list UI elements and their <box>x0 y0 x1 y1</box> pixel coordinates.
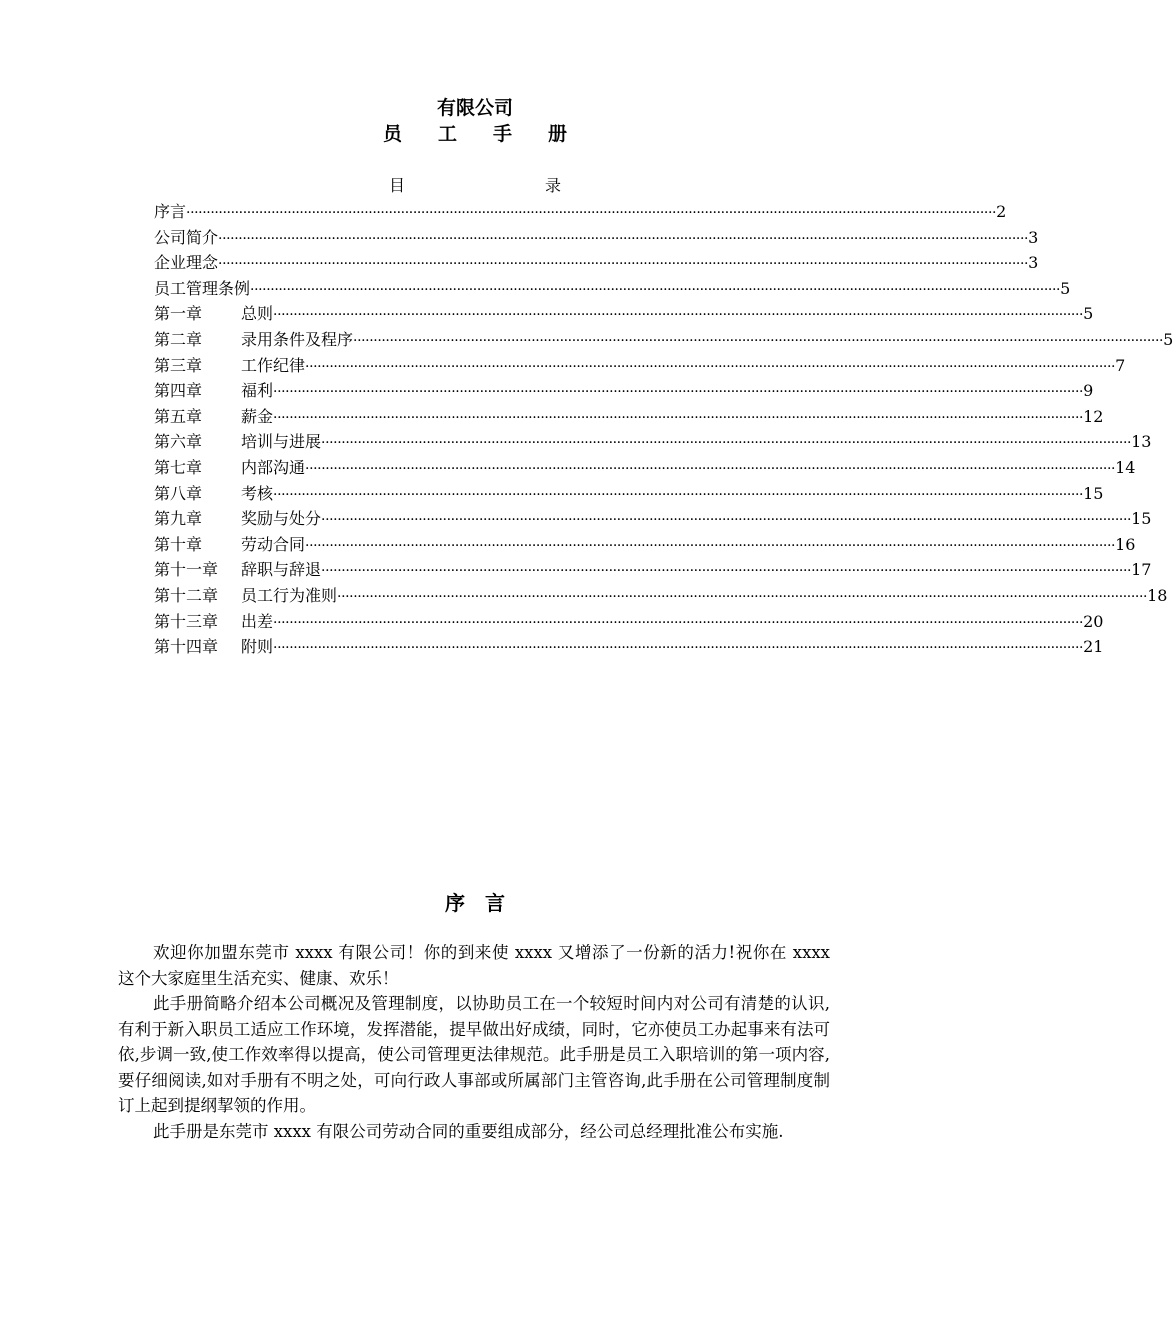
toc-chapter-title: 工作纪律 <box>241 355 306 375</box>
toc-leader-dots: ········································································································································································································ <box>273 640 1084 657</box>
toc-chapter-number: 第三章 <box>154 355 203 375</box>
toc-entry-label <box>154 406 273 428</box>
toc-entry[interactable] <box>154 355 1126 377</box>
toc-entry-label <box>154 585 337 607</box>
toc-leader-dots: ········································································································································································································ <box>218 256 1029 273</box>
toc-page-number: 7 <box>1115 355 1126 375</box>
toc-page-number: 9 <box>1083 381 1094 401</box>
toc-leader-dots: ········································································································································································································ <box>305 461 1116 477</box>
preface-title-char: 序 <box>445 891 465 915</box>
toc-entry-label <box>154 508 321 530</box>
toc-chapter-title: 录用条件及程序 <box>241 330 354 349</box>
toc-leader-dots: ········································································································································································································ <box>250 281 1061 298</box>
toc-page-number: 17 <box>1131 560 1152 580</box>
toc-chapter-title: 出差 <box>241 611 274 631</box>
toc-page-number: 5 <box>1163 330 1173 349</box>
toc-heading <box>0 176 950 196</box>
toc-chapter-title: 福利 <box>241 381 274 401</box>
toc-chapter-title: 总则 <box>241 304 274 324</box>
toc-chapter-number: 第八章 <box>154 483 203 503</box>
toc-leader-dots: ········································································································································································································ <box>273 409 1084 426</box>
toc-entry[interactable] <box>154 534 1136 556</box>
toc-entry-label <box>154 355 305 377</box>
toc-leader-dots: ········································································································································································································ <box>305 358 1116 375</box>
toc-page-number: 12 <box>1083 406 1104 426</box>
toc-entry-label <box>154 483 273 505</box>
toc-chapter-title: 考核 <box>241 483 274 503</box>
manual-title-char: 员 <box>382 123 402 145</box>
toc-chapter-number: 第十一章 <box>154 560 219 580</box>
toc-chapter-title: 薪金 <box>241 406 274 426</box>
toc-page-number: 13 <box>1131 432 1152 452</box>
toc-chapter-title: 辞职与辞退 <box>241 560 322 580</box>
toc-heading-char: 录 <box>545 176 562 195</box>
toc-leader-dots: ········································································································································································································ <box>218 230 1029 247</box>
toc-entry-label <box>154 431 321 453</box>
manual-title-char: 手 <box>493 123 513 145</box>
toc-entry-label <box>154 559 321 581</box>
preface-title-char: 言 <box>485 891 505 915</box>
toc-chapter-number: 第六章 <box>154 432 203 452</box>
toc-entry[interactable] <box>154 329 1173 351</box>
toc-entry[interactable] <box>154 303 1094 325</box>
toc-chapter-number: 第五章 <box>154 406 203 426</box>
toc-entry[interactable] <box>154 508 1152 530</box>
toc-page-number: 14 <box>1115 458 1136 477</box>
toc-entry[interactable] <box>154 431 1152 453</box>
toc-page-number: 18 <box>1147 586 1168 605</box>
preface-paragraph: 此手册是东莞市 xxxx 有限公司劳动合同的重要组成部分，经公司总经理批准公布实施. <box>153 1122 784 1141</box>
toc-chapter-number: 第一章 <box>154 304 203 324</box>
toc-entry[interactable] <box>154 227 1039 249</box>
toc-chapter-title: 劳动合同 <box>241 534 306 554</box>
toc-entry[interactable] <box>154 611 1104 633</box>
toc-entry-label <box>154 457 305 479</box>
toc-entry[interactable] <box>154 585 1168 607</box>
toc-page-number: 3 <box>1028 253 1039 273</box>
toc-chapter-title: 内部沟通 <box>241 458 306 477</box>
manual-title-char: 工 <box>437 123 457 145</box>
toc-page-number: 3 <box>1028 227 1039 247</box>
toc-chapter-number: 第十章 <box>154 534 203 554</box>
toc-leader-dots: ········································································································································································································ <box>273 384 1084 401</box>
toc-chapter-number: 第十三章 <box>154 611 219 631</box>
toc-chapter-number: 第九章 <box>154 509 203 529</box>
toc-leader-dots: ········································································································································································································ <box>273 614 1084 631</box>
toc-entry-label <box>154 534 305 556</box>
toc-leader-dots: ········································································································································································································ <box>186 205 997 221</box>
toc-chapter-number: 第十四章 <box>154 637 219 657</box>
preface-title <box>0 890 950 916</box>
toc-chapter-number: 第七章 <box>154 458 203 477</box>
company-name: 有限公司 <box>436 97 513 119</box>
manual-title <box>0 122 950 146</box>
toc-page-number: 16 <box>1115 534 1136 554</box>
toc-page-number: 20 <box>1083 611 1104 631</box>
toc-entry-label: 序言 <box>154 202 187 221</box>
toc-page-number: 5 <box>1060 278 1071 298</box>
toc-heading-char: 目 <box>388 176 405 195</box>
preface-paragraph: 此手册简略介绍本公司概况及管理制度，以协助员工在一个较短时间内对公司有清楚的认识,有利于新入职员工适应工作环境，发挥潜能，提早做出好成绩，同时，它亦使员工办起事来有法可依,步调一致,使工作效率得以提高，使公司管理更法律规范。此手册是员工入职培训的第一项内容,要仔细阅读,如对手册有不明之处，可向行政人事部或所属部门主管咨询,此手册在公司管理制度制订上起到提纲挈领的作用。 <box>118 994 830 1115</box>
toc-entry-label: 企业理念 <box>154 253 219 273</box>
toc-page-number: 2 <box>996 202 1007 221</box>
toc-leader-dots: ········································································································································································································ <box>305 537 1116 554</box>
toc-chapter-number: 第四章 <box>154 381 203 401</box>
toc-entry-label <box>154 303 273 325</box>
toc-leader-dots: ········································································································································································································ <box>273 486 1084 503</box>
toc-leader-dots: ········································································································································································································ <box>273 307 1084 324</box>
toc-entry[interactable] <box>154 278 1071 300</box>
toc-entry-label: 公司简介 <box>154 227 219 247</box>
toc-page-number: 21 <box>1083 637 1104 657</box>
preface-paragraph: 欢迎你加盟东莞市 xxxx 有限公司！你的到来使 xxxx 又增添了一份新的活力!祝你在 xxxx 这个大家庭里生活充实、健康、欢乐！ <box>118 943 830 988</box>
toc-chapter-title: 附则 <box>241 637 274 657</box>
toc-leader-dots: ········································································································································································································ <box>337 589 1148 605</box>
toc-entry[interactable] <box>154 252 1039 274</box>
toc-page-number: 15 <box>1131 509 1152 529</box>
toc-entry[interactable] <box>154 380 1094 402</box>
toc-entry[interactable] <box>154 201 1007 223</box>
toc-leader-dots: ········································································································································································································ <box>321 435 1132 452</box>
toc-entry-label: 员工管理条例 <box>154 278 251 298</box>
toc-entry[interactable] <box>154 559 1152 581</box>
toc-chapter-title: 员工行为准则 <box>241 586 338 605</box>
toc-entry[interactable] <box>154 483 1104 505</box>
toc-entry[interactable] <box>154 636 1104 658</box>
toc-entry-label <box>154 636 273 658</box>
toc-leader-dots: ········································································································································································································ <box>321 512 1132 529</box>
toc-chapter-title: 培训与进展 <box>241 432 322 452</box>
toc-page-number: 15 <box>1083 483 1104 503</box>
toc-leader-dots: ········································································································································································································ <box>353 333 1164 349</box>
toc-chapter-title: 奖励与处分 <box>241 509 322 529</box>
toc-entry-label <box>154 611 273 633</box>
toc-leader-dots: ········································································································································································································ <box>321 563 1132 580</box>
toc-entry[interactable] <box>154 457 1136 479</box>
toc-chapter-number: 第二章 <box>154 330 203 349</box>
manual-title-char: 册 <box>548 123 568 145</box>
toc-entry-label <box>154 329 353 351</box>
toc-chapter-number: 第十二章 <box>154 586 219 605</box>
toc-entry[interactable] <box>154 406 1104 428</box>
toc-page-number: 5 <box>1083 304 1094 324</box>
toc-entry-label <box>154 380 273 402</box>
